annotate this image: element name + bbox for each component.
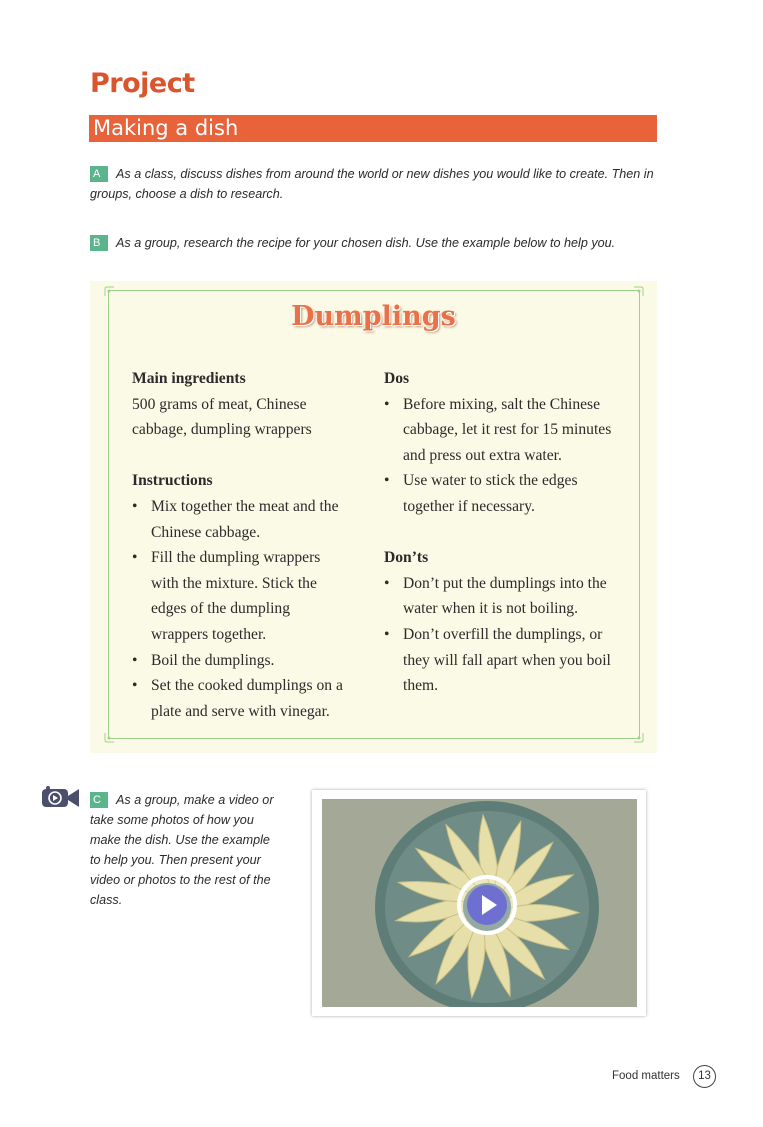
section-heading-bar (89, 115, 657, 142)
list-item: • Before mixing, salt the Chinese cabbage, let it rest for 15 minutes and press out extra water. (384, 392, 628, 469)
task-a (90, 164, 660, 204)
instructions-heading: Instructions (132, 472, 213, 490)
list-item: • Use water to stick the edges together if necessary. (384, 468, 603, 519)
task-c-text: As a group, make a video or take some photos of how you make the dish. Use the example to help you. Then present your video or photos to the rest of the class. (90, 793, 274, 907)
task-c-badge: C (90, 792, 108, 808)
footer-unit-label: Food matters (612, 1070, 680, 1082)
list-item: • Mix together the meat and the Chinese cabbage. (132, 494, 377, 545)
page-number: 13 (693, 1065, 716, 1088)
task-c (90, 790, 280, 910)
task-b (90, 233, 660, 253)
section-heading: Making a dish (93, 116, 239, 140)
ingredients-heading: Main ingredients (132, 370, 246, 387)
donts-heading: Don’ts (384, 549, 429, 567)
video-thumbnail-frame[interactable] (312, 790, 646, 1016)
corner-ornament-icon (103, 732, 115, 744)
dos-heading: Dos (384, 370, 410, 387)
corner-ornament-icon (633, 285, 645, 297)
ingredients-text: 500 grams of meat, Chinese cabbage, dumpling wrappers (132, 395, 312, 439)
list-item: • Boil the dumplings. (132, 648, 377, 674)
corner-ornament-icon (103, 285, 115, 297)
play-icon[interactable] (456, 874, 518, 941)
task-a-text: As a class, discuss dishes from around the world or new dishes you would like to create. Then in groups, choose a dish to research. (90, 167, 654, 201)
video-camera-icon (42, 786, 80, 813)
task-b-badge: B (90, 235, 108, 251)
corner-ornament-icon (633, 732, 645, 744)
recipe-right-column (384, 366, 634, 699)
recipe-left-column (132, 366, 377, 724)
task-b-text: As a group, research the recipe for your chosen dish. Use the example below to help you. (116, 236, 616, 250)
list-item: • Don’t overfill the dumplings, or they will fall apart when you boil them. (384, 622, 633, 699)
donts-list (384, 571, 634, 699)
list-item: • Don’t put the dumplings into the water when it is not boiling. (384, 571, 634, 622)
list-item: • Set the cooked dumplings on a plate and serve with vinegar. (132, 673, 377, 724)
recipe-title: Dumplings (291, 301, 456, 332)
dos-list (384, 392, 634, 520)
list-item: • Fill the dumpling wrappers with the mixture. Stick the edges of the dumpling wrappers together. (132, 545, 331, 647)
instructions-list (132, 494, 377, 724)
task-a-badge: A (90, 166, 108, 182)
recipe-box (90, 281, 657, 753)
page-title: Project (90, 68, 195, 99)
